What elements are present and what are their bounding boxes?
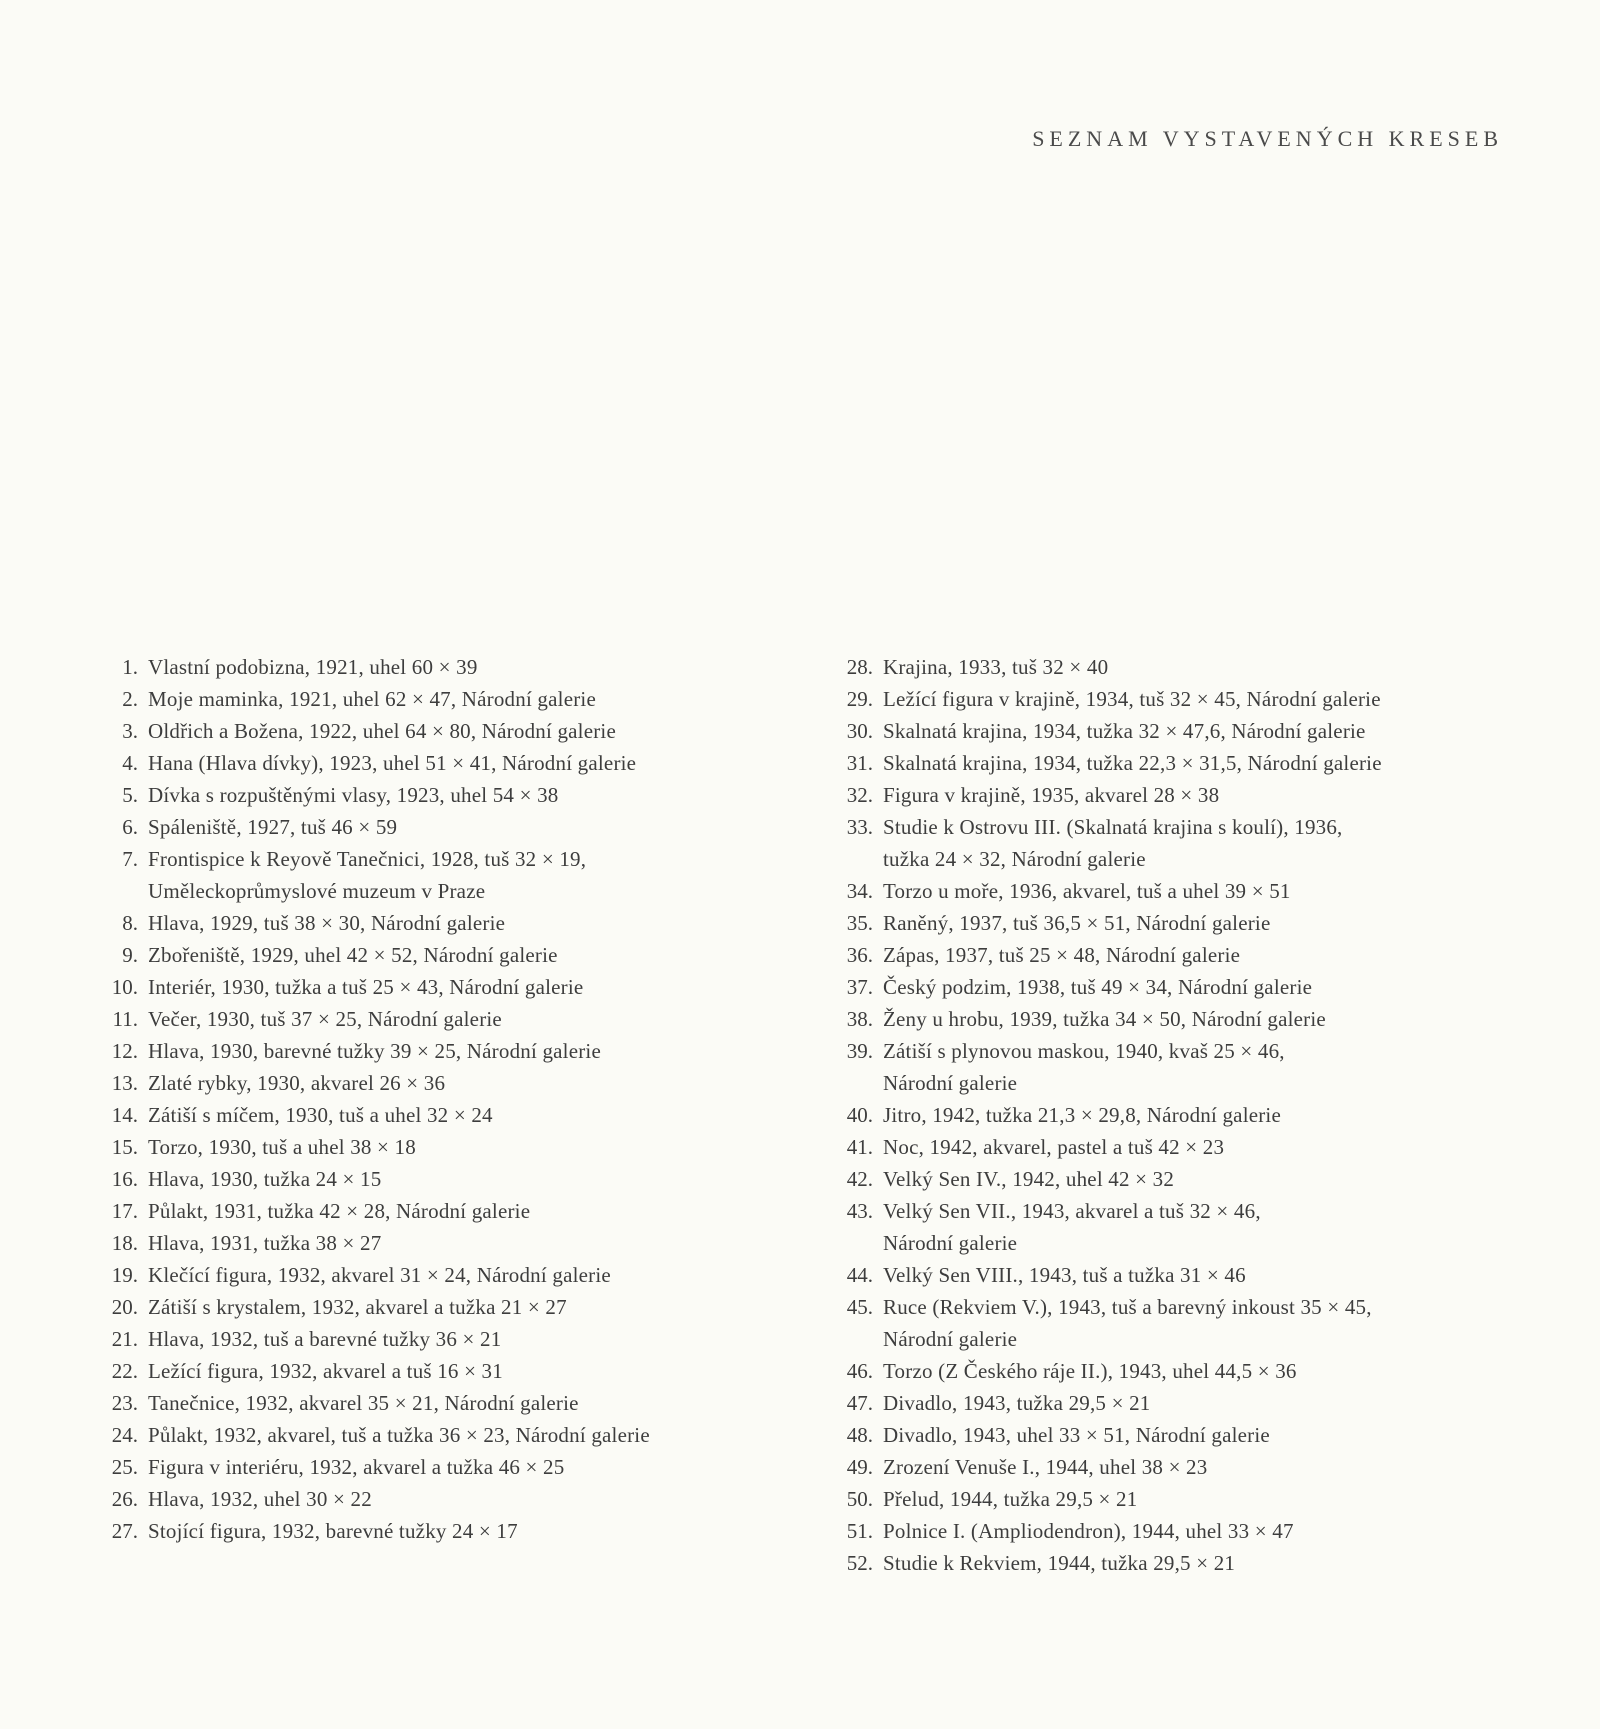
list-item — [827, 715, 1527, 747]
list-item — [96, 1067, 796, 1099]
list-item — [827, 747, 1527, 779]
item-text: Torzo (Z Českého ráje II.), 1943, uhel 44,5 × 36 — [883, 1359, 1297, 1383]
item-text: Moje maminka, 1921, uhel 62 × 47, Národní galerie — [148, 687, 596, 711]
list-item — [96, 1323, 796, 1355]
list-item — [96, 811, 796, 843]
item-text: Zrození Venuše I., 1944, uhel 38 × 23 — [883, 1455, 1208, 1479]
list-item — [827, 811, 1527, 875]
item-text: Ležící figura, 1932, akvarel a tuš 16 × 31 — [148, 1359, 503, 1383]
item-text: Klečící figura, 1932, akvarel 31 × 24, Národní galerie — [148, 1263, 611, 1287]
list-item — [96, 1355, 796, 1387]
drawings-list-left — [96, 651, 796, 1547]
item-number: 15. — [111, 1135, 138, 1159]
item-text: Studie k Rekviem, 1944, tužka 29,5 × 21 — [883, 1551, 1236, 1575]
item-text: Polnice I. (Ampliodendron), 1944, uhel 33 × 47 — [883, 1519, 1294, 1543]
item-text: Skalnatá krajina, 1934, tužka 22,3 × 31,5, Národní galerie — [883, 751, 1382, 775]
item-text: Velký Sen VIII., 1943, tuš a tužka 31 × 46 — [883, 1263, 1246, 1287]
item-number: 6. — [122, 815, 138, 839]
item-number: 30. — [846, 719, 873, 743]
list-item — [96, 779, 796, 811]
item-text: Přelud, 1944, tužka 29,5 × 21 — [883, 1487, 1138, 1511]
item-number: 24. — [111, 1423, 138, 1447]
item-text: Hana (Hlava dívky), 1923, uhel 51 × 41, Národní galerie — [148, 751, 637, 775]
list-item — [96, 651, 796, 683]
item-number: 46. — [846, 1359, 873, 1383]
list-item — [827, 1515, 1527, 1547]
item-text: Dívka s rozpuštěnými vlasy, 1923, uhel 54 × 38 — [148, 783, 559, 807]
list-item — [827, 939, 1527, 971]
item-number: 17. — [111, 1199, 138, 1223]
item-number: 42. — [846, 1167, 873, 1191]
item-number: 44. — [846, 1263, 873, 1287]
item-number: 10. — [111, 975, 138, 999]
item-text: Půlakt, 1932, akvarel, tuš a tužka 36 × 23, Národní galerie — [148, 1423, 650, 1447]
item-text: Ruce (Rekviem V.), 1943, tuš a barevný inkoust 35 × 45, Národní galerie — [883, 1295, 1372, 1351]
item-number: 47. — [846, 1391, 873, 1415]
item-text: Torzo, 1930, tuš a uhel 38 × 18 — [148, 1135, 416, 1159]
item-text: Figura v krajině, 1935, akvarel 28 × 38 — [883, 783, 1220, 807]
list-item — [96, 1419, 796, 1451]
list-item — [96, 843, 796, 907]
item-text: Studie k Ostrovu III. (Skalnatá krajina s koulí), 1936, tužka 24 × 32, Národní galerie — [883, 815, 1343, 871]
item-text: Hlava, 1930, barevné tužky 39 × 25, Národní galerie — [148, 1039, 601, 1063]
item-number: 21. — [111, 1327, 138, 1351]
item-text: Zápas, 1937, tuš 25 × 48, Národní galerie — [883, 943, 1241, 967]
list-item — [827, 1387, 1527, 1419]
item-number: 12. — [111, 1039, 138, 1063]
item-number: 48. — [846, 1423, 873, 1447]
item-text: Tanečnice, 1932, akvarel 35 × 21, Národní galerie — [148, 1391, 579, 1415]
item-text: Večer, 1930, tuš 37 × 25, Národní galerie — [148, 1007, 502, 1031]
item-number: 22. — [111, 1359, 138, 1383]
list-item — [827, 1131, 1527, 1163]
list-item — [96, 1291, 796, 1323]
item-number: 27. — [111, 1519, 138, 1543]
list-item — [827, 1291, 1527, 1355]
list-item — [827, 683, 1527, 715]
list-item — [827, 1419, 1527, 1451]
item-number: 19. — [111, 1263, 138, 1287]
list-item — [827, 971, 1527, 1003]
item-number: 39. — [846, 1039, 873, 1063]
list-item — [96, 1163, 796, 1195]
item-number: 33. — [846, 815, 873, 839]
list-item — [96, 747, 796, 779]
list-item — [96, 1003, 796, 1035]
item-text: Torzo u moře, 1936, akvarel, tuš a uhel 39 × 51 — [883, 879, 1291, 903]
item-number: 18. — [111, 1231, 138, 1255]
item-number: 32. — [846, 783, 873, 807]
list-item — [96, 939, 796, 971]
item-text: Oldřich a Božena, 1922, uhel 64 × 80, Národní galerie — [148, 719, 616, 743]
item-number: 49. — [846, 1455, 873, 1479]
item-number: 20. — [111, 1295, 138, 1319]
list-item — [827, 1259, 1527, 1291]
item-text: Krajina, 1933, tuš 32 × 40 — [883, 655, 1109, 679]
list-item — [827, 651, 1527, 683]
item-text: Jitro, 1942, tužka 21,3 × 29,8, Národní galerie — [883, 1103, 1281, 1127]
item-text: Zlaté rybky, 1930, akvarel 26 × 36 — [148, 1071, 446, 1095]
item-number: 4. — [122, 751, 138, 775]
list-item — [827, 1163, 1527, 1195]
list-item — [96, 971, 796, 1003]
list-item — [96, 715, 796, 747]
item-text: Zátiší s plynovou maskou, 1940, kvaš 25 × 46, Národní galerie — [883, 1039, 1285, 1095]
item-number: 40. — [846, 1103, 873, 1127]
item-text: Frontispice k Reyově Tanečnici, 1928, tuš 32 × 19, Uměleckoprůmyslové muzeum v Praze — [148, 847, 587, 903]
item-number: 1. — [122, 655, 138, 679]
item-text: Velký Sen VII., 1943, akvarel a tuš 32 × 46, Národní galerie — [883, 1199, 1261, 1255]
item-text: Hlava, 1931, tužka 38 × 27 — [148, 1231, 382, 1255]
item-text: Zbořeniště, 1929, uhel 42 × 52, Národní galerie — [148, 943, 558, 967]
list-item — [827, 1547, 1527, 1579]
item-number: 3. — [122, 719, 138, 743]
item-number: 38. — [846, 1007, 873, 1031]
item-number: 45. — [846, 1295, 873, 1319]
item-number: 8. — [122, 911, 138, 935]
list-item — [96, 1483, 796, 1515]
item-number: 2. — [122, 687, 138, 711]
item-text: Velký Sen IV., 1942, uhel 42 × 32 — [883, 1167, 1175, 1191]
item-text: Raněný, 1937, tuš 36,5 × 51, Národní galerie — [883, 911, 1271, 935]
item-text: Noc, 1942, akvarel, pastel a tuš 42 × 23 — [883, 1135, 1225, 1159]
item-number: 13. — [111, 1071, 138, 1095]
item-text: Český podzim, 1938, tuš 49 × 34, Národní galerie — [883, 975, 1313, 999]
item-number: 41. — [846, 1135, 873, 1159]
list-item — [827, 1195, 1527, 1259]
item-text: Hlava, 1932, uhel 30 × 22 — [148, 1487, 372, 1511]
list-item — [96, 1387, 796, 1419]
list-item — [96, 1259, 796, 1291]
item-text: Půlakt, 1931, tužka 42 × 28, Národní galerie — [148, 1199, 531, 1223]
list-item — [96, 1451, 796, 1483]
item-text: Spáleniště, 1927, tuš 46 × 59 — [148, 815, 398, 839]
item-text: Vlastní podobizna, 1921, uhel 60 × 39 — [148, 655, 478, 679]
list-item — [96, 907, 796, 939]
item-number: 14. — [111, 1103, 138, 1127]
item-number: 36. — [846, 943, 873, 967]
list-item — [827, 875, 1527, 907]
item-number: 35. — [846, 911, 873, 935]
item-number: 52. — [846, 1551, 873, 1575]
list-item — [827, 1451, 1527, 1483]
list-item — [96, 1131, 796, 1163]
item-number: 7. — [122, 847, 138, 871]
list-item — [827, 1483, 1527, 1515]
item-text: Stojící figura, 1932, barevné tužky 24 × 17 — [148, 1519, 518, 1543]
item-number: 34. — [846, 879, 873, 903]
item-number: 28. — [846, 655, 873, 679]
item-number: 43. — [846, 1199, 873, 1223]
item-number: 29. — [846, 687, 873, 711]
item-text: Figura v interiéru, 1932, akvarel a tužka 46 × 25 — [148, 1455, 565, 1479]
item-number: 11. — [112, 1007, 138, 1031]
list-item — [96, 683, 796, 715]
item-number: 25. — [111, 1455, 138, 1479]
item-number: 16. — [111, 1167, 138, 1191]
list-item — [827, 1355, 1527, 1387]
item-text: Ženy u hrobu, 1939, tužka 34 × 50, Národní galerie — [883, 1007, 1326, 1031]
list-item — [96, 1099, 796, 1131]
item-text: Divadlo, 1943, tužka 29,5 × 21 — [883, 1391, 1151, 1415]
list-item — [827, 1035, 1527, 1099]
list-item — [96, 1035, 796, 1067]
drawings-list-right — [827, 651, 1527, 1579]
item-number: 23. — [111, 1391, 138, 1415]
item-text: Hlava, 1930, tužka 24 × 15 — [148, 1167, 382, 1191]
item-text: Zátiší s míčem, 1930, tuš a uhel 32 × 24 — [148, 1103, 493, 1127]
item-text: Zátiší s krystalem, 1932, akvarel a tužka 21 × 27 — [148, 1295, 567, 1319]
item-text: Interiér, 1930, tužka a tuš 25 × 43, Národní galerie — [148, 975, 584, 999]
list-item — [827, 1099, 1527, 1131]
list-item — [96, 1195, 796, 1227]
list-item — [96, 1227, 796, 1259]
item-text: Skalnatá krajina, 1934, tužka 32 × 47,6, Národní galerie — [883, 719, 1366, 743]
item-text: Divadlo, 1943, uhel 33 × 51, Národní galerie — [883, 1423, 1270, 1447]
item-number: 5. — [122, 783, 138, 807]
item-text: Hlava, 1929, tuš 38 × 30, Národní galerie — [148, 911, 506, 935]
list-item — [827, 907, 1527, 939]
page-title: SEZNAM VYSTAVENÝCH KRESEB — [1032, 126, 1503, 151]
item-text: Hlava, 1932, tuš a barevné tužky 36 × 21 — [148, 1327, 502, 1351]
item-text: Ležící figura v krajině, 1934, tuš 32 × 45, Národní galerie — [883, 687, 1381, 711]
item-number: 9. — [122, 943, 138, 967]
item-number: 51. — [846, 1519, 873, 1543]
item-number: 26. — [111, 1487, 138, 1511]
item-number: 31. — [846, 751, 873, 775]
item-number: 37. — [846, 975, 873, 999]
list-item — [827, 1003, 1527, 1035]
list-item — [827, 779, 1527, 811]
list-item — [96, 1515, 796, 1547]
item-number: 50. — [846, 1487, 873, 1511]
